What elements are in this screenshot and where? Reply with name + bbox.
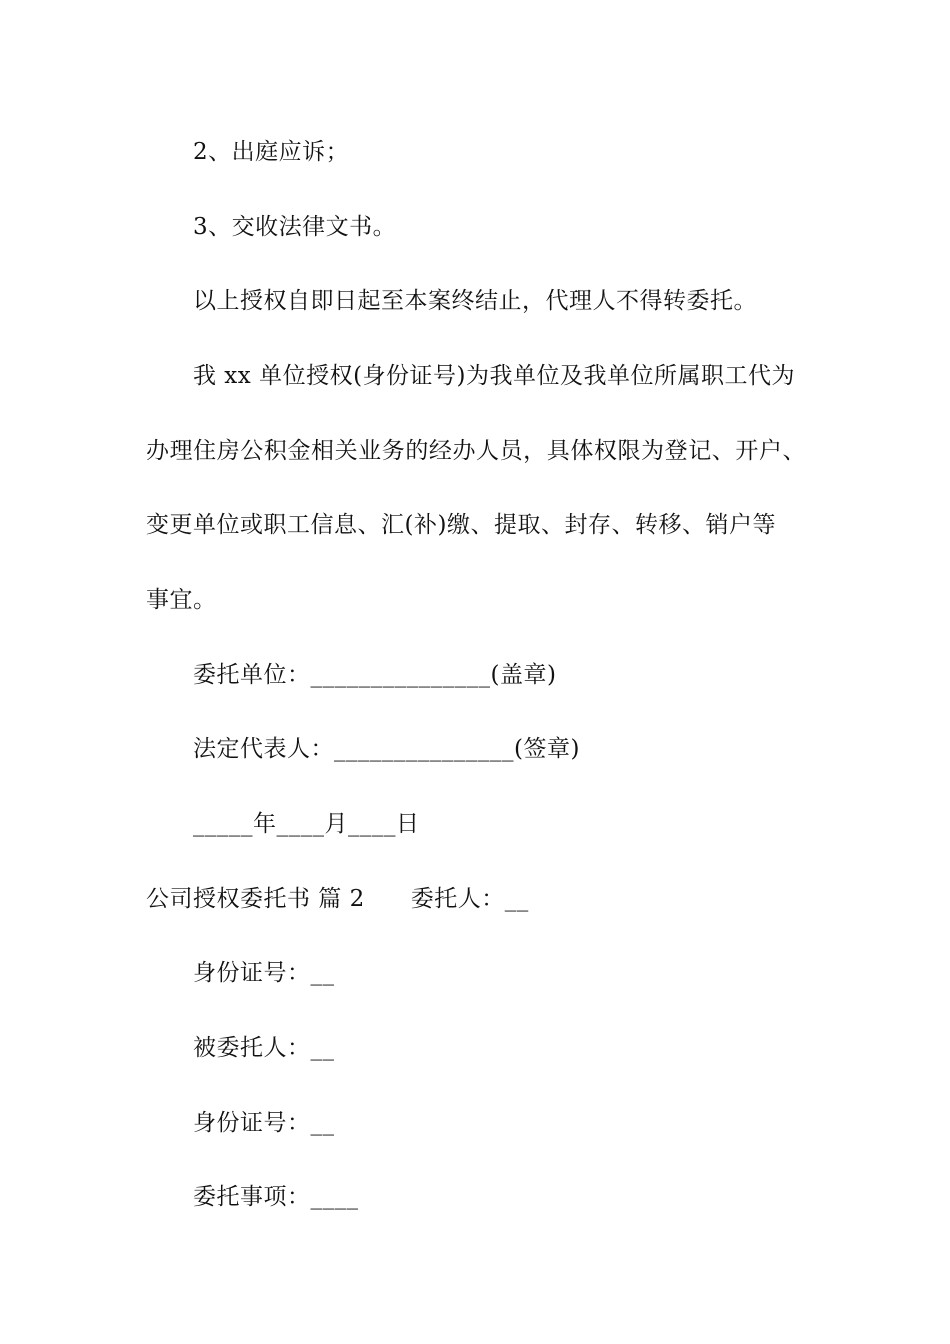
paragraph-line-3: 变更单位或职工信息、汇(补)缴、提取、封存、转移、销户等	[146, 512, 776, 538]
authorization-scope-text: 以上授权自即日起至本案终结止，代理人不得转委托。	[193, 288, 757, 314]
client-unit-field: 委托单位：_______________(盖章)	[193, 662, 557, 688]
paragraph-line-2: 办理住房公积金相关业务的经办人员，具体权限为登记、开户、	[146, 438, 806, 464]
agent-field: 被委托人：__	[193, 1035, 335, 1061]
list-item-receive-documents: 3、交收法律文书。	[193, 214, 397, 240]
paragraph-line-1: 我 xx 单位授权(身份证号)为我单位及我单位所属职工代为	[193, 363, 796, 389]
paragraph-line-4: 事宜。	[146, 587, 217, 613]
legal-representative-field: 法定代表人：_______________(签章)	[193, 736, 580, 762]
agent-id-field: 身份证号：__	[193, 1110, 335, 1136]
date-field: _____年____月____日	[193, 811, 420, 837]
list-item-appear-in-court: 2、出庭应诉；	[193, 139, 350, 165]
principal-field: 委托人：__	[410, 886, 529, 912]
section-heading-row	[146, 884, 529, 914]
principal-id-field: 身份证号：__	[193, 960, 335, 986]
entrusted-matters-field: 委托事项：____	[193, 1184, 359, 1210]
section-title: 公司授权委托书 篇 2	[146, 886, 365, 912]
